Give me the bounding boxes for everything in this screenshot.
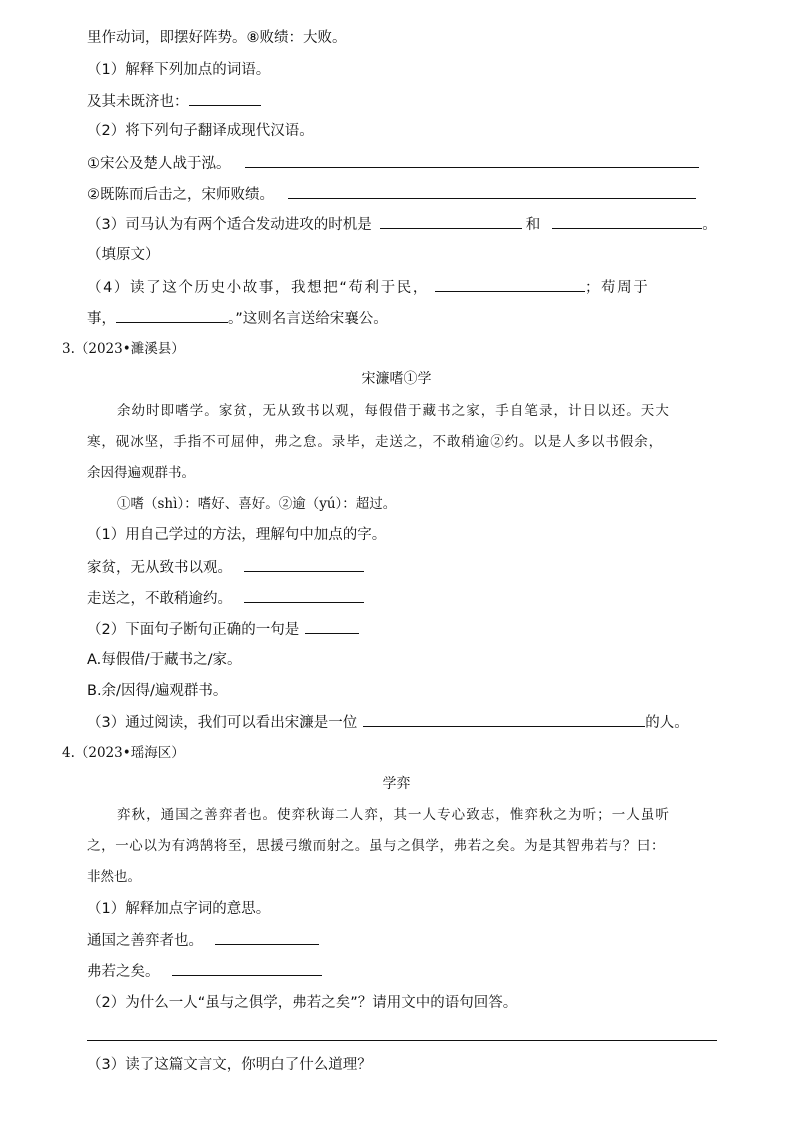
answer-blank[interactable] — [215, 930, 319, 945]
section-3-heading: 3.（2023•濉溪县） — [62, 341, 185, 357]
item-text: （3）通过阅读，我们可以看出宋濂是一位 — [87, 715, 358, 731]
question-3-1-b — [87, 588, 364, 609]
answer-blank[interactable] — [305, 619, 359, 634]
question-3-2 — [87, 619, 359, 640]
item-text: 走送之，不敢稍逾约。 — [87, 591, 232, 607]
question-4-3: （3）读了这篇文言文，你明白了什么道理？ — [87, 1057, 372, 1073]
answer-blank[interactable] — [552, 214, 702, 229]
section-3-para-2: 寒，砚冰坚，手指不可屈伸，弗之怠。录毕，走送之，不敢稍逾②约。以是人多以书假余， — [87, 434, 663, 450]
question-2-1: （1）解释下列加点的词语。 — [87, 62, 271, 78]
section-4-heading: 4.（2023•瑶海区） — [62, 745, 185, 761]
section-4-para-2: 之，一心以为有鸿鹄将至，思援弓缴而射之。虽与之俱学，弗若之矣。为是其智弗若与？曰： — [87, 838, 666, 854]
item-text: （3）司马认为有两个适合发动进攻的时机是 — [87, 217, 372, 233]
answer-blank[interactable] — [189, 91, 261, 106]
answer-line[interactable] — [87, 1040, 717, 1041]
question-4-1-a — [87, 930, 319, 951]
item-text-end: 。 — [702, 217, 717, 233]
section-4-title: 学弈 — [382, 776, 411, 792]
section-3-note: ①嗜（shì）：嗜好、喜好。②逾（yú）：超过。 — [117, 496, 397, 512]
question-2-4 — [87, 277, 649, 298]
answer-blank[interactable] — [435, 277, 585, 292]
question-3-2-option-b: B.余/因得/遍观群书。 — [87, 683, 228, 699]
item-text: 家贫，无从致书以观。 — [87, 560, 232, 576]
item-text: ②既陈而后击之，宋师败绩。 — [87, 187, 274, 203]
section-3-para-1: 余幼时即嗜学。家贫，无从致书以观，每假借于藏书之家，手自笔录，计日以还。天大 — [117, 403, 670, 419]
answer-blank[interactable] — [116, 308, 228, 323]
question-2-2-a — [87, 153, 699, 174]
question-3-1-a — [87, 557, 364, 578]
line-l1: 里作动词，即摆好阵势。⑧败绩：大败。 — [87, 30, 347, 46]
item-text: 及其未既济也： — [87, 94, 189, 110]
item-text-and: 和 — [525, 217, 541, 233]
question-2-4-b — [87, 308, 388, 329]
question-3-3 — [87, 712, 689, 733]
item-text-end: 。”这则名言送给宋襄公。 — [228, 311, 388, 327]
question-2-3 — [87, 214, 717, 235]
question-3-2-option-a: A.每假借/于藏书之/家。 — [87, 652, 242, 668]
question-4-2: （2）为什么一人“虽与之俱学，弗若之矣”？请用文中的语句回答。 — [87, 995, 518, 1011]
question-4-1: （1）解释加点字词的意思。 — [87, 901, 271, 917]
answer-blank[interactable] — [244, 557, 364, 572]
question-4-1-b — [87, 961, 322, 982]
item-text: 通国之善弈者也。 — [87, 933, 203, 949]
section-3-title: 宋濂嗜①学 — [361, 371, 432, 387]
question-3-1: （1）用自己学过的方法，理解句中加点的字。 — [87, 527, 387, 543]
answer-blank[interactable] — [245, 153, 699, 168]
question-2-2: （2）将下列句子翻译成现代汉语。 — [87, 123, 314, 139]
question-2-3-b: （填原文） — [87, 247, 160, 263]
section-4-para-1: 弈秋，通国之善弈者也。使弈秋诲二人弈，其一人专心致志，惟弈秋之为听；一人虽听 — [117, 807, 670, 823]
question-2-1-item — [87, 91, 261, 112]
item-text: ①宋公及楚人战于泓。 — [87, 156, 231, 172]
item-text-mid: ；苟周于 — [584, 280, 650, 296]
item-text: 弗若之矣。 — [87, 964, 160, 980]
answer-blank[interactable] — [172, 961, 322, 976]
answer-blank[interactable] — [363, 712, 645, 727]
answer-blank[interactable] — [244, 588, 364, 603]
section-3-para-3: 余因得遍观群书。 — [87, 465, 195, 481]
item-text: （2）下面句子断句正确的一句是 — [87, 622, 300, 638]
answer-blank[interactable] — [380, 214, 522, 229]
question-2-2-b — [87, 184, 696, 205]
item-text: 事， — [87, 311, 116, 327]
item-text: （4）读了这个历史小故事，我想把“苟利于民， — [87, 280, 429, 296]
item-text-end: 的人。 — [645, 715, 689, 731]
section-4-para-3: 非然也。 — [87, 869, 141, 885]
answer-blank[interactable] — [288, 184, 696, 199]
